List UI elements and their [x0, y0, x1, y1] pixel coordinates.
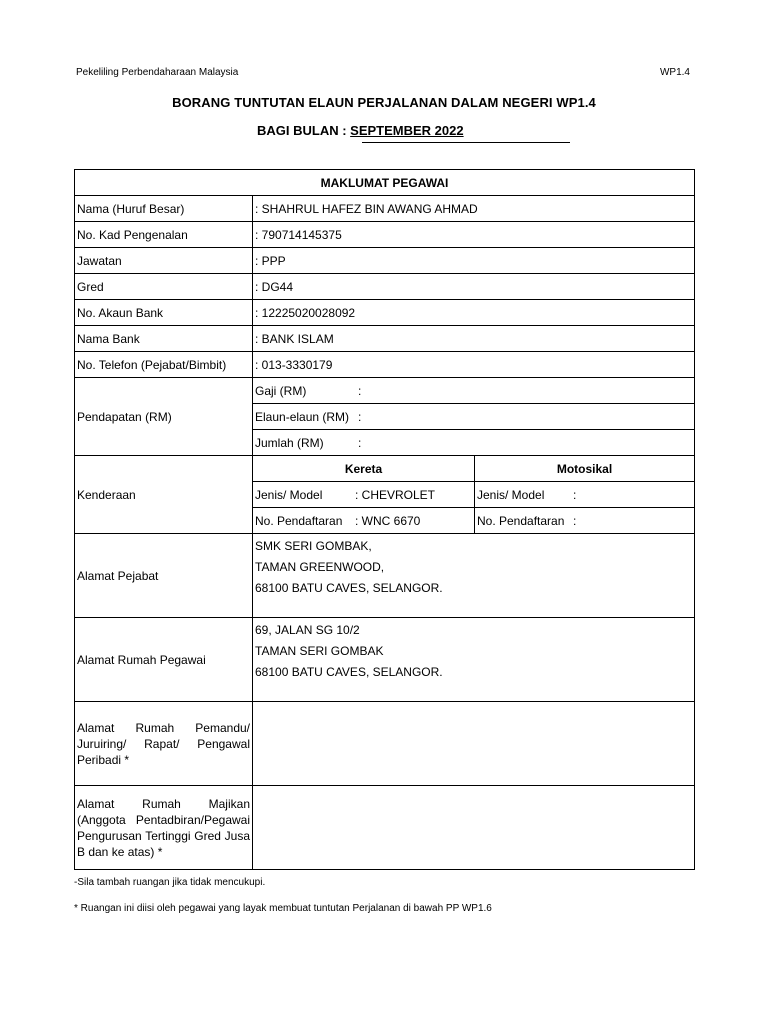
field-row-ic — [75, 222, 695, 248]
moto-model-value: : — [573, 487, 577, 502]
field-label: No. Akaun Bank — [75, 300, 253, 326]
moto-reg-key: No. Pendaftaran — [477, 513, 565, 528]
pendapatan-gaji-cell[interactable] — [253, 378, 695, 404]
field-label: Nama (Huruf Besar) — [75, 196, 253, 222]
kereta-reg-key: No. Pendaftaran — [255, 513, 343, 528]
alamat-majikan-label: Alamat Rumah Majikan (Anggota Pentadbiran/Pegawai Pengurusan Tertinggi Gred Jusa B dan ke atas) * — [75, 786, 253, 870]
alamat-pejabat-label: Alamat Pejabat — [75, 534, 253, 618]
note-eligibility: * Ruangan ini diisi oleh pegawai yang layak membuat tuntutan Perjalanan di bawah PP WP1.6 — [74, 903, 492, 914]
subtitle-prefix: BAGI BULAN : — [257, 123, 351, 138]
address-line: 69, JALAN SG 10/2 — [255, 623, 360, 637]
field-row-bank — [75, 326, 695, 352]
header-right: WP1.4 — [659, 67, 690, 78]
kereta-model-value: : CHEVROLET — [355, 487, 436, 502]
alamat-rumah-label: Alamat Rumah Pegawai — [75, 618, 253, 702]
alamat-pejabat-value[interactable] — [253, 534, 695, 618]
kereta-reg-value: : WNC 6670 — [355, 513, 421, 528]
pendapatan-jumlah-cell[interactable] — [253, 430, 695, 456]
field-row-jawatan — [75, 248, 695, 274]
header-left: Pekeliling Perbendaharaan Malaysia — [76, 67, 239, 78]
field-value[interactable]: : DG44 — [253, 274, 695, 300]
pendapatan-value: : — [358, 409, 362, 424]
alamat-majikan-row — [75, 786, 695, 870]
kereta-model-cell[interactable] — [253, 482, 475, 508]
pendapatan-key: Jumlah (RM) — [255, 435, 324, 450]
pendapatan-value: : — [358, 435, 362, 450]
address-line: SMK SERI GOMBAK, — [255, 539, 372, 553]
field-value[interactable]: : 790714145375 — [253, 222, 695, 248]
kenderaan-head-row — [75, 456, 695, 482]
motosikal-header: Motosikal — [475, 456, 695, 482]
field-value[interactable]: : 12225020028092 — [253, 300, 695, 326]
pendapatan-value: : — [358, 383, 362, 398]
kenderaan-label: Kenderaan — [75, 456, 253, 534]
field-value[interactable]: : 013-3330179 — [253, 352, 695, 378]
pendapatan-elaun-cell[interactable] — [253, 404, 695, 430]
alamat-rumah-value[interactable] — [253, 618, 695, 702]
field-label: No. Kad Pengenalan — [75, 222, 253, 248]
field-value[interactable]: : SHAHRUL HAFEZ BIN AWANG AHMAD — [253, 196, 695, 222]
moto-model-cell[interactable] — [475, 482, 695, 508]
kereta-reg-cell[interactable] — [253, 508, 475, 534]
kereta-header: Kereta — [253, 456, 475, 482]
field-row-gred — [75, 274, 695, 300]
subtitle-month: SEPTEMBER 2022 — [350, 123, 464, 138]
section-title: MAKLUMAT PEGAWAI — [75, 170, 695, 196]
address-line: TAMAN SERI GOMBAK — [255, 644, 384, 658]
alamat-pemandu-value[interactable] — [253, 702, 695, 786]
note-add-rows: -Sila tambah ruangan jika tidak mencukupi. — [74, 877, 266, 888]
address-line: TAMAN GREENWOOD, — [255, 560, 385, 574]
field-label: Nama Bank — [75, 326, 253, 352]
subtitle-underline — [362, 142, 570, 143]
alamat-pemandu-label: Alamat Rumah Pemandu/ Juruiring/ Rapat/ Pengawal Peribadi * — [75, 702, 253, 786]
form-title: BORANG TUNTUTAN ELAUN PERJALANAN DALAM NEGERI WP1.4 — [172, 95, 596, 110]
officer-info-table — [74, 169, 695, 870]
pendapatan-key: Elaun-elaun (RM) — [255, 409, 350, 424]
field-row-telefon — [75, 352, 695, 378]
alamat-pejabat-row — [75, 534, 695, 618]
pendapatan-key: Gaji (RM) — [255, 383, 307, 398]
field-value[interactable]: : PPP — [253, 248, 695, 274]
pendapatan-label: Pendapatan (RM) — [75, 378, 253, 456]
field-row-nama — [75, 196, 695, 222]
moto-reg-cell[interactable] — [475, 508, 695, 534]
address-line: 68100 BATU CAVES, SELANGOR. — [255, 665, 443, 679]
alamat-pemandu-row — [75, 702, 695, 786]
alamat-majikan-value[interactable] — [253, 786, 695, 870]
field-label: Jawatan — [75, 248, 253, 274]
kereta-model-key: Jenis/ Model — [255, 487, 323, 502]
field-row-akaun — [75, 300, 695, 326]
form-subtitle — [257, 123, 464, 138]
field-label: Gred — [75, 274, 253, 300]
moto-model-key: Jenis/ Model — [477, 487, 545, 502]
moto-reg-value: : — [573, 513, 577, 528]
alamat-rumah-row — [75, 618, 695, 702]
address-line: 68100 BATU CAVES, SELANGOR. — [255, 581, 443, 595]
pendapatan-row-gaji — [75, 378, 695, 404]
field-value[interactable]: : BANK ISLAM — [253, 326, 695, 352]
field-label: No. Telefon (Pejabat/Bimbit) — [75, 352, 253, 378]
